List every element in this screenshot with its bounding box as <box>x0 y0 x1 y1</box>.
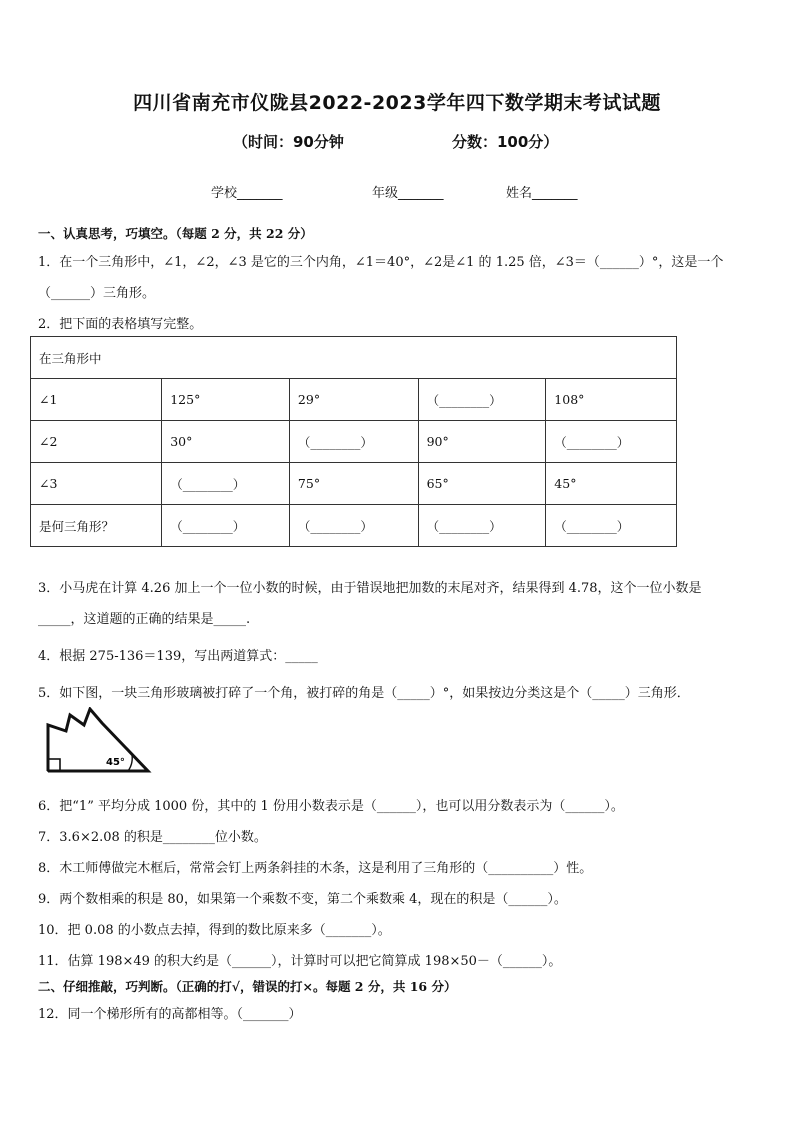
table-cell: 108° <box>546 379 677 421</box>
page-title: 四川省南充市仪陇县2022-2023学年四下数学期末考试试题 <box>133 92 661 114</box>
table-cell: （________） <box>289 421 418 463</box>
section-1-heading: 一、认真思考，巧填空。（每题 2 分，共 22 分） <box>38 226 313 241</box>
table-header: 在三角形中 <box>31 337 677 379</box>
question-1: 1．在一个三角形中，∠1，∠2，∠3 是它的三个内角，∠1＝40°，∠2是∠1 的 1.25 倍，∠3＝（______）°，这是一个 <box>38 255 724 270</box>
table-cell: 45° <box>546 463 677 505</box>
question-6: 6．把“1” 平均分成 1000 份，其中的 1 份用小数表示是（______），也可以用分数表示为（______）。 <box>38 799 624 814</box>
table-cell: 是何三角形？ <box>31 505 162 547</box>
table-cell: （________） <box>546 505 677 547</box>
table-cell: ∠3 <box>31 463 162 505</box>
table-cell: ∠2 <box>31 421 162 463</box>
table-cell: （________） <box>289 505 418 547</box>
table-row <box>31 505 677 547</box>
question-9: 9．两个数相乘的积是 80，如果第一个乘数不变，第二个乘数乘 4，现在的积是（______）。 <box>38 892 567 907</box>
exam-time: （时间：90分钟 <box>233 133 344 151</box>
question-1-cont: （______）三角形。 <box>38 286 156 301</box>
question-7: 7．3.6×2.08 的积是________位小数。 <box>38 830 267 845</box>
table-cell: （________） <box>162 463 290 505</box>
question-12: 12．同一个梯形所有的高都相等。（_______） <box>38 1007 302 1022</box>
school-field: 学校_______ <box>211 186 283 201</box>
question-5: 5．如下图，一块三角形玻璃被打碎了一个角，被打碎的角是（_____）°，如果按边分类这是个（_____）三角形． <box>38 686 690 701</box>
table-cell: 65° <box>418 463 546 505</box>
angle-label: 45° <box>106 757 125 768</box>
table-row <box>31 421 677 463</box>
exam-score: 分数：100分） <box>452 133 559 151</box>
table-cell: 30° <box>162 421 290 463</box>
table-cell: ∠1 <box>31 379 162 421</box>
question-11: 11．估算 198×49 的积大约是（______），计算时可以把它简算成 198×50－（______）。 <box>38 954 562 969</box>
table-cell: 90° <box>418 421 546 463</box>
question-3-cont: _____，这道题的正确的结果是_____. <box>38 612 251 627</box>
question-3: 3．小马虎在计算 4.26 加上一个一位小数的时候，由于错误地把加数的末尾对齐，结果得到 4.78，这个一位小数是 <box>38 581 702 596</box>
table-cell: 75° <box>289 463 418 505</box>
table-cell: （________） <box>162 505 290 547</box>
table-row <box>31 463 677 505</box>
broken-triangle-figure <box>44 707 154 775</box>
name-field: 姓名_______ <box>506 186 578 201</box>
question-10: 10．把 0.08 的小数点去掉，得到的数比原来多（_______）。 <box>38 923 391 938</box>
table-cell: 29° <box>289 379 418 421</box>
question-2: 2．把下面的表格填写完整。 <box>38 317 203 332</box>
table-cell: （________） <box>546 421 677 463</box>
grade-field: 年级_______ <box>372 186 444 201</box>
section-2-heading: 二、仔细推敲，巧判断。（正确的打√，错误的打×。每题 2 分，共 16 分） <box>38 979 457 994</box>
table-cell: （________） <box>418 379 546 421</box>
table-cell: 125° <box>162 379 290 421</box>
triangle-table <box>30 336 677 547</box>
table-row <box>31 379 677 421</box>
table-cell: （________） <box>418 505 546 547</box>
question-8: 8．木工师傅做完木框后，常常会钉上两条斜挂的木条，这是利用了三角形的（__________）性。 <box>38 861 593 876</box>
question-4: 4．根据 275-136＝139，写出两道算式：_____ <box>38 649 318 664</box>
